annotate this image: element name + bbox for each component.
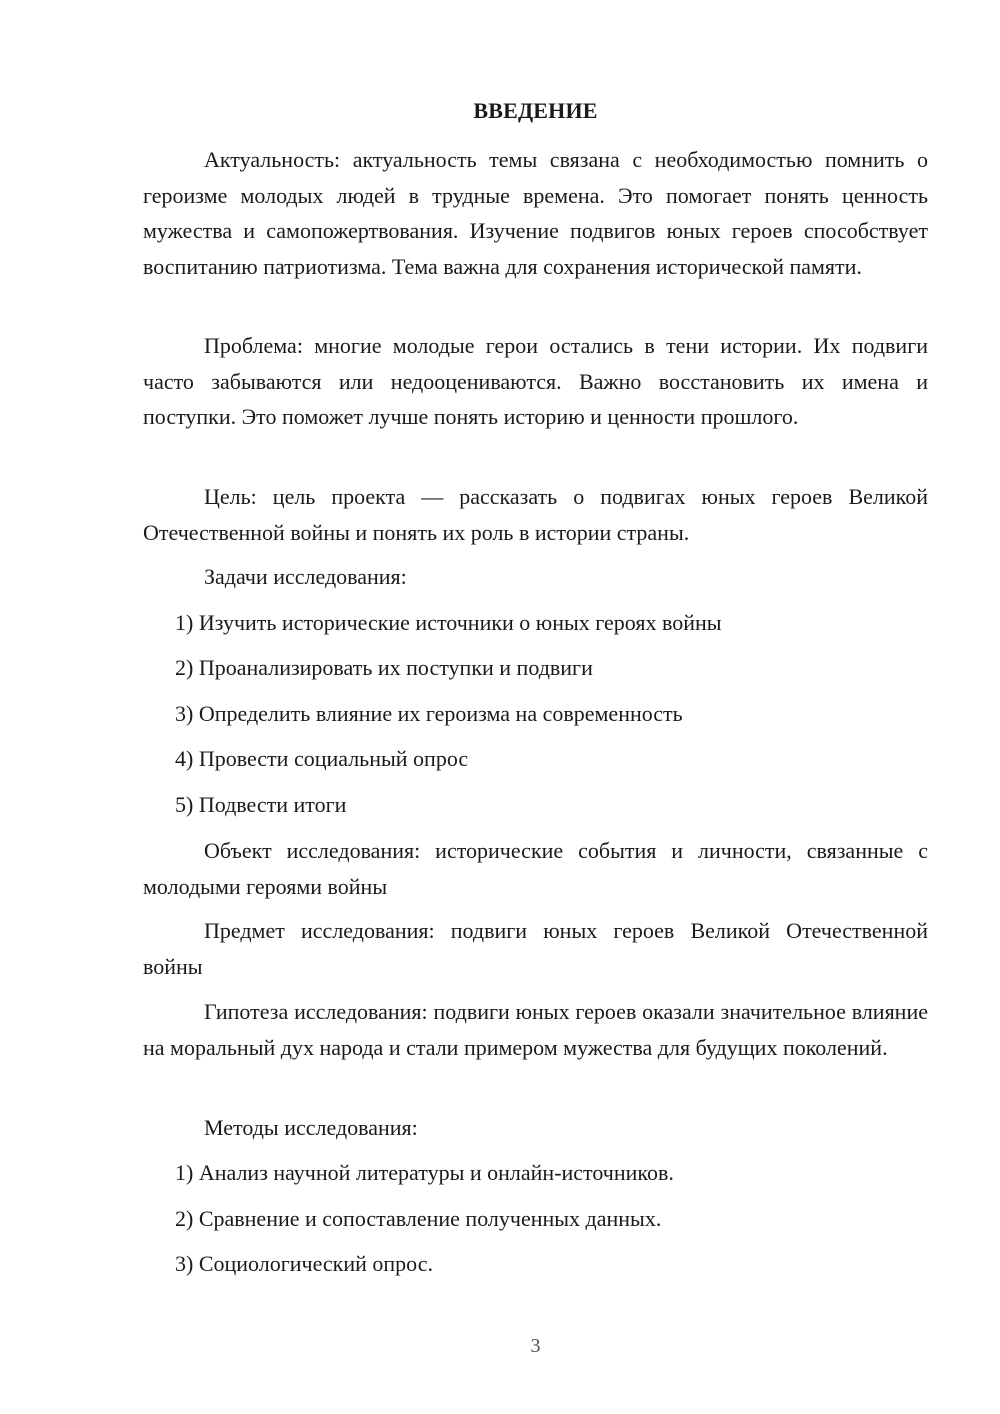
relevance-paragraph: Актуальность: актуальность темы связана с необходимостью помнить о героизме молодых людей в трудные времена. Это помогает понять ценность мужества и самопожертвования. Изучение подвигов юных героев способствует воспитанию патриотизма. Тема важна для сохранения исторической памяти. [143,147,928,279]
task-item: 4) Провести социальный опрос [175,746,469,771]
document-page [143,0,928,1414]
subject-text: Предмет исследования: подвиги юных героев Великой Отечественной войны [143,918,928,979]
method-item: 1) Анализ научной литературы и онлайн-источников. [175,1160,674,1185]
task-item: 2) Проанализировать их поступки и подвиги [175,655,593,680]
methods-heading: Методы исследования: [204,1115,418,1140]
method-item: 2) Сравнение и сопоставление полученных данных. [175,1206,662,1231]
page-title: ВВЕДЕНИЕ [473,98,598,123]
method-item: 3) Социологический опрос. [175,1251,433,1276]
object-paragraph: Объект исследования: исторические события и личности, связанные с молодыми героями войны [143,838,928,899]
problem-paragraph: Проблема: многие молодые герои остались в тени истории. Их подвиги часто забываются или недооцениваются. Важно восстановить их имена и поступки. Это поможет лучше понять историю и ценности прошлого. [143,333,928,429]
subject-paragraph-line [143,913,928,984]
hypothesis-paragraph: Гипотеза исследования: подвиги юных героев оказали значительное влияние на моральный дух народа и стали примером мужества для будущих поколений. [143,999,928,1060]
tasks-heading: Задачи исследования: [204,564,407,589]
task-item: 3) Определить влияние их героизма на современность [175,701,683,726]
task-item: 1) Изучить исторические источники о юных героях войны [175,610,722,635]
page-number: 3 [530,1335,541,1357]
goal-paragraph: Цель: цель проекта — рассказать о подвигах юных героев Великой Отечественной войны и понять их роль в истории страны. [143,484,928,545]
task-item: 5) Подвести итоги [175,792,347,817]
